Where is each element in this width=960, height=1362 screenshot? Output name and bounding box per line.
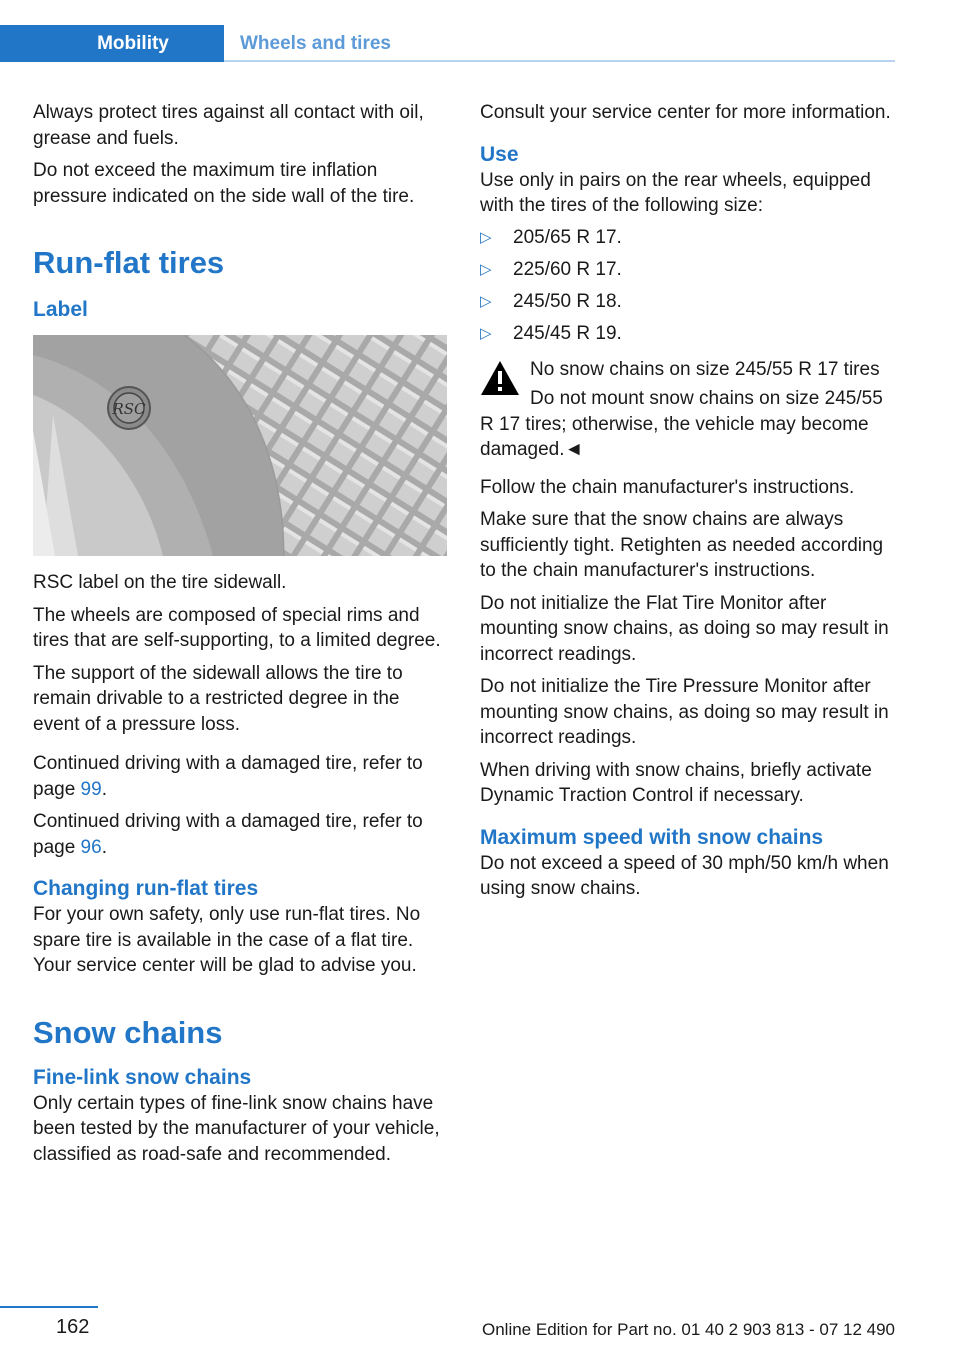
ref-text: Continued driving with a damaged tire, refer to page (33, 811, 423, 858)
warning-triangle-icon (480, 359, 520, 397)
list-item-text: 205/65 R 17. (513, 226, 622, 248)
left-column (33, 100, 449, 1174)
paragraph: Do not exceed a speed of 30 mph/50 km/h when using snow chains. (480, 852, 889, 899)
paragraph: The support of the sidewall allows the tire to remain drivable to a restricted degree in the event of a pressure loss. (33, 662, 403, 735)
heading-snow-chains: Snow chains (33, 1014, 223, 1050)
heading-changing-run-flat-tires: Changing run-flat tires (33, 877, 259, 900)
figure-caption: RSC label on the tire sidewall. (33, 572, 287, 593)
rsc-tire-figure (33, 335, 447, 556)
paragraph-page-ref: Continued driving with a damaged tire, refer to page 99. (33, 753, 423, 800)
section-tab-wheels-and-tires[interactable] (240, 25, 391, 62)
header-rule (224, 60, 895, 62)
paragraph: The wheels are composed of special rims and tires that are self-supporting, to a limited degree. (33, 604, 441, 651)
paragraph: Use only in pairs on the rear wheels, equipped with the tires of the following size: (480, 169, 871, 216)
section-tab-mobility[interactable] (0, 25, 224, 62)
list-item-text: 245/45 R 19. (513, 322, 622, 344)
list-item (480, 321, 898, 353)
paragraph: Consult your service center for more information. (480, 102, 891, 123)
paragraph: Do not initialize the Flat Tire Monitor after mounting snow chains, as doing so may result in incorrect readings. (480, 592, 889, 665)
paragraph: Do not exceed the maximum tire inflation pressure indicated on the side wall of the tire. (33, 160, 415, 207)
rsc-logo-text: RSC (112, 400, 146, 418)
paragraph-page-ref: Continued driving with a damaged tire, refer to page 96. (33, 811, 423, 858)
paragraph: Do not initialize the Tire Pressure Monitor after mounting snow chains, as doing so may result in incorrect readings. (480, 676, 889, 748)
page-link-99[interactable]: 99 (80, 778, 102, 800)
warning-title: No snow chains on size 245/55 R 17 tires (530, 358, 880, 380)
paragraph: When driving with snow chains, briefly activate Dynamic Traction Control if necessary. (480, 759, 872, 806)
list-item-text: 225/60 R 17. (513, 258, 622, 280)
triangle-bullet-icon: ▷ (480, 292, 492, 310)
page-number-rule (0, 1306, 98, 1308)
tire-size-list (480, 225, 898, 353)
paragraph: For your own safety, only use run-flat tires. No spare tire is available in the case of a flat tire. Your service center will be glad to advise you. (33, 904, 421, 976)
heading-maximum-speed: Maximum speed with snow chains (480, 825, 824, 849)
page-link-96[interactable]: 96 (80, 836, 102, 858)
heading-label: Label (33, 298, 88, 321)
tire-sidewall-illustration (33, 335, 447, 556)
warning-body: Do not mount snow chains on size 245/55 R 17 tires; otherwise, the vehicle may become damaged.◄ (480, 388, 883, 460)
list-item (480, 225, 898, 257)
heading-fine-link-snow-chains: Fine-link snow chains (33, 1065, 252, 1089)
triangle-bullet-icon: ▷ (480, 228, 492, 246)
triangle-bullet-icon: ▷ (480, 324, 492, 342)
edition-footer: Online Edition for Part no. 01 40 2 903 813 - 07 12 490 (482, 1320, 896, 1339)
page-header (0, 0, 960, 62)
right-column (480, 100, 898, 909)
paragraph: Always protect tires against all contact with oil, grease and fuels. (33, 102, 424, 149)
list-item (480, 289, 898, 321)
triangle-bullet-icon: ▷ (480, 260, 492, 278)
topic-label: Wheels and tires (240, 32, 391, 54)
paragraph: Make sure that the snow chains are always sufficiently tight. Retighten as needed according to the chain manufacturer's instructions. (480, 509, 884, 581)
paragraph: Follow the chain manufacturer's instructions. (480, 476, 855, 498)
warning-box (480, 357, 898, 383)
heading-use: Use (480, 142, 519, 166)
section-label: Mobility (97, 32, 169, 54)
page-number: 162 (56, 1316, 90, 1338)
ref-text: Continued driving with a damaged tire, refer to page (33, 753, 423, 800)
list-item (480, 257, 898, 289)
heading-run-flat-tires: Run-flat tires (33, 245, 225, 280)
list-item-text: 245/50 R 18. (513, 290, 622, 312)
paragraph: Only certain types of fine-link snow chains have been tested by the manufacturer of your vehicle, classified as road-safe and recommended. (33, 1092, 440, 1165)
